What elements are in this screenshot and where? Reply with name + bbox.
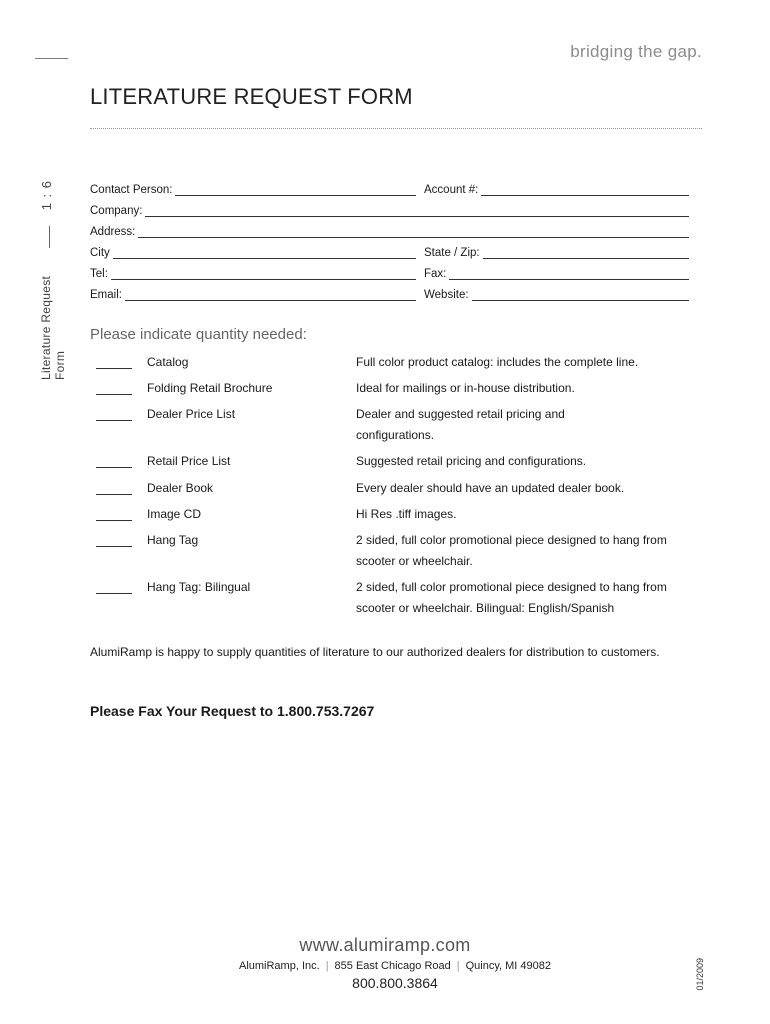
item-description: Every dealer should have an updated dealer book. — [356, 481, 625, 495]
quantity-blank[interactable] — [96, 368, 132, 369]
footer-separator: | — [456, 960, 460, 972]
account-label: Account #: — [424, 184, 479, 196]
item-description: Full color product catalog: includes the complete line. — [356, 355, 639, 369]
tel-line[interactable] — [111, 268, 416, 280]
address-line[interactable] — [138, 226, 689, 238]
list-item — [96, 580, 716, 620]
side-tab — [39, 180, 67, 380]
item-name: Dealer Book — [147, 481, 214, 495]
title-divider — [90, 128, 702, 129]
city-label: City — [90, 247, 110, 259]
list-item — [96, 533, 716, 573]
quantity-blank[interactable] — [96, 520, 132, 521]
website-field[interactable] — [424, 289, 689, 301]
fax-label: Fax: — [424, 268, 447, 280]
item-name: Catalog — [147, 355, 189, 369]
quantity-blank[interactable] — [96, 420, 132, 421]
tagline: bridging the gap. — [570, 42, 702, 61]
website-line[interactable] — [472, 289, 689, 301]
top-rule — [35, 58, 68, 59]
fax-field[interactable] — [424, 268, 689, 280]
account-field[interactable] — [424, 184, 689, 196]
footer-company: AlumiRamp, Inc. — [238, 960, 320, 972]
quantity-blank[interactable] — [96, 546, 132, 547]
item-name: Folding Retail Brochure — [147, 381, 273, 395]
footer-street: 855 East Chicago Road — [334, 960, 451, 972]
footer-separator: | — [325, 960, 329, 972]
footer-phone: 800.800.3864 — [352, 975, 438, 991]
state-zip-line[interactable] — [483, 247, 689, 259]
address-label: Address: — [90, 226, 136, 238]
quantity-heading: Please indicate quantity needed: — [90, 326, 307, 343]
item-description: Dealer and suggested retail pricing and configurations. — [356, 407, 565, 442]
account-line[interactable] — [481, 184, 689, 196]
address-field[interactable] — [90, 226, 689, 238]
company-line[interactable] — [145, 205, 689, 217]
email-field[interactable] — [90, 289, 416, 301]
state-zip-label: State / Zip: — [424, 247, 480, 259]
item-description: Suggested retail pricing and configurations. — [356, 454, 587, 468]
quantity-blank[interactable] — [96, 494, 132, 495]
tel-label: Tel: — [90, 268, 108, 280]
contact-person-label: Contact Person: — [90, 184, 173, 196]
fax-line[interactable] — [449, 268, 689, 280]
footer-city: Quincy, MI 49082 — [465, 960, 551, 972]
list-item — [96, 407, 716, 447]
tel-field[interactable] — [90, 268, 416, 280]
quantity-blank[interactable] — [96, 467, 132, 468]
item-description: 2 sided, full color promotional piece designed to hang from scooter or wheelchair. Bilingual: English/Spanish — [356, 580, 667, 615]
contact-person-field[interactable] — [90, 184, 416, 196]
side-divider — [49, 226, 50, 248]
email-label: Email: — [90, 289, 122, 301]
contact-person-line[interactable] — [175, 184, 416, 196]
fax-request: Please Fax Your Request to 1.800.753.7267 — [90, 703, 375, 719]
item-name: Image CD — [147, 507, 202, 521]
city-field[interactable] — [90, 247, 416, 259]
quantity-blank[interactable] — [96, 593, 132, 594]
state-zip-field[interactable] — [424, 247, 689, 259]
city-line[interactable] — [113, 247, 416, 259]
company-label: Company: — [90, 205, 143, 217]
side-form-label: Literature Request Form — [39, 275, 67, 380]
website-label: Website: — [424, 289, 469, 301]
item-name: Hang Tag — [147, 533, 199, 547]
item-description: Hi Res .tiff images. — [356, 507, 457, 521]
item-name: Retail Price List — [147, 454, 231, 468]
footer-website[interactable]: www.alumiramp.com — [299, 935, 471, 955]
item-name: Dealer Price List — [147, 407, 236, 421]
item-description: Ideal for mailings or in-house distribution. — [356, 381, 575, 395]
company-field[interactable] — [90, 205, 689, 217]
item-name: Hang Tag: Bilingual — [147, 580, 251, 594]
item-description: 2 sided, full color promotional piece designed to hang from scooter or wheelchair. — [356, 533, 667, 568]
date-code: 01/2009 — [695, 958, 705, 991]
distribution-note: AlumiRamp is happy to supply quantities of literature to our authorized dealers for distribution to customers. — [90, 645, 660, 659]
side-page-marker: 1 : 6 — [39, 180, 54, 211]
email-line[interactable] — [125, 289, 416, 301]
quantity-blank[interactable] — [96, 394, 132, 395]
footer-address — [0, 960, 770, 972]
page-title: LITERATURE REQUEST FORM — [90, 84, 413, 109]
